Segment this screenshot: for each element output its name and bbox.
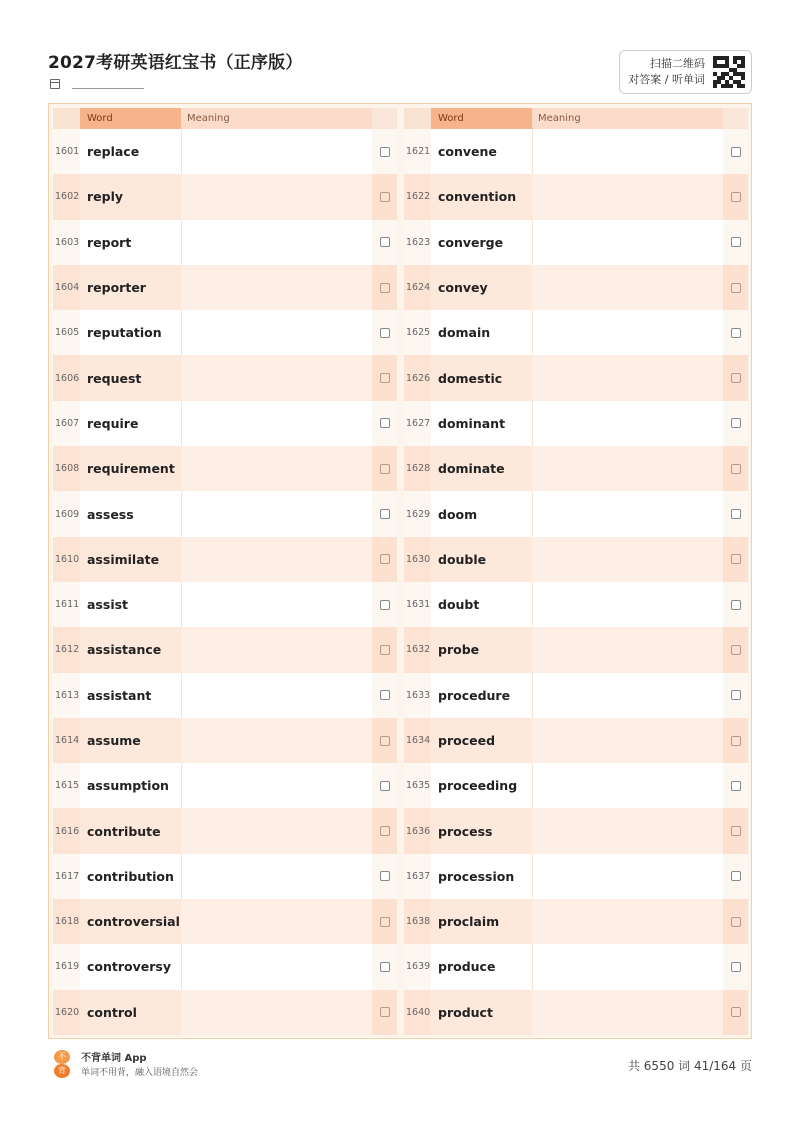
table-row [53,446,397,491]
word-number: 1624 [404,265,431,310]
word-text: convey [438,280,488,296]
word-number: 1637 [404,854,431,899]
check-cell [372,265,397,310]
word-number: 1604 [53,265,80,310]
word-number: 1618 [53,899,80,944]
table-row [53,355,397,400]
header-number-cell [53,108,80,129]
word-text: proceeding [438,778,518,794]
meaning-field[interactable] [532,944,723,989]
header-check-cell [372,108,397,129]
word-text: assume [87,733,141,748]
table-row [53,763,397,808]
word-number: 1630 [404,537,431,582]
meaning-field[interactable] [532,990,723,1035]
check-cell [723,854,748,899]
check-cell [372,446,397,491]
checkbox-icon[interactable] [380,962,390,972]
word-number: 1619 [53,944,80,989]
table-row [53,899,397,944]
word-number: 1631 [404,582,431,627]
word-text: proclaim [438,914,500,930]
date-row [50,79,144,89]
word-number: 1617 [53,854,80,899]
app-slogan: 单词不用背，融入语境自然会 [81,1068,199,1078]
checkbox-icon[interactable] [380,509,390,519]
word-number: 1638 [404,899,431,944]
meaning-field[interactable] [532,220,723,265]
checkbox-icon[interactable] [380,328,390,338]
word-number: 1633 [404,673,431,718]
checkbox-icon[interactable] [380,418,390,428]
word-number: 1602 [53,174,80,219]
checkbox-icon[interactable] [731,464,741,474]
header-check-cell [723,108,748,129]
page-title: 2027考研英语红宝书（正序版） [48,53,303,73]
table-row [404,627,748,672]
qr-code-icon[interactable] [713,56,745,88]
word-number: 1615 [53,763,80,808]
word-text: product [438,1004,493,1020]
check-cell [723,129,748,174]
check-cell [723,899,748,944]
word-column-right [404,108,748,1035]
check-cell [723,491,748,536]
meaning-field[interactable] [532,129,723,174]
table-row [53,944,397,989]
meaning-field[interactable] [532,899,723,944]
table-row [53,129,397,174]
meaning-field[interactable] [532,808,723,853]
word-number: 1612 [53,627,80,672]
table-row [404,808,748,853]
checkbox-icon[interactable] [731,418,741,428]
checkbox-icon[interactable] [380,1007,390,1017]
check-cell [372,673,397,718]
word-text: contribution [87,868,174,884]
table-row [404,537,748,582]
table-row [53,854,397,899]
table-row [53,537,397,582]
table-row [404,174,748,219]
table-row [404,718,748,763]
table-row [404,129,748,174]
word-text: reputation [87,325,162,341]
checkbox-icon[interactable] [731,509,741,519]
table-row [53,265,397,310]
table-row [53,627,397,672]
checkbox-icon[interactable] [380,826,390,836]
table-row [53,220,397,265]
table-header [404,108,748,129]
table-row [53,401,397,446]
checkbox-icon[interactable] [731,283,741,293]
word-text: dominate [438,461,505,477]
word-number: 1623 [404,220,431,265]
check-cell [723,174,748,219]
word-text: doubt [438,597,480,613]
qr-caption-line1: 扫描二维码 [650,57,705,70]
word-list-right [404,129,748,1035]
meaning-field[interactable] [181,446,372,491]
word-number: 1620 [53,990,80,1035]
check-cell [723,401,748,446]
word-number: 1611 [53,582,80,627]
logo-bottom-glyph: 背 [54,1064,70,1078]
word-text: double [438,551,487,567]
check-cell [372,537,397,582]
qr-panel[interactable] [619,50,752,94]
table-row [404,310,748,355]
meaning-field[interactable] [532,174,723,219]
table-row [404,220,748,265]
word-number: 1614 [53,718,80,763]
word-text: domestic [438,370,503,386]
app-logo-icon [54,1050,70,1078]
checkbox-icon[interactable] [731,328,741,338]
check-cell [723,265,748,310]
word-text: contribute [87,823,161,839]
check-cell [372,854,397,899]
meaning-field[interactable] [181,990,372,1035]
table-row [404,899,748,944]
word-number: 1640 [404,990,431,1035]
qr-caption [628,56,705,88]
table-row [404,990,748,1035]
meaning-field[interactable] [181,491,372,536]
word-text: controversial [87,914,180,930]
checkbox-icon[interactable] [731,192,741,202]
table-row [404,944,748,989]
check-cell [723,582,748,627]
word-number: 1629 [404,491,431,536]
meaning-field[interactable] [181,854,372,899]
header-word: Word [431,108,532,129]
word-text: control [87,1004,137,1020]
checkbox-icon[interactable] [380,645,390,655]
check-cell [372,129,397,174]
word-text: reporter [87,280,146,296]
checkbox-icon[interactable] [731,781,741,791]
word-text: dominant [438,415,506,431]
word-number: 1635 [404,763,431,808]
checkbox-icon[interactable] [380,554,390,564]
meaning-field[interactable] [181,808,372,853]
checkbox-icon[interactable] [731,917,741,927]
meaning-field[interactable] [181,174,372,219]
checkbox-icon[interactable] [731,871,741,881]
checkbox-icon[interactable] [731,373,741,383]
word-number: 1634 [404,718,431,763]
word-text: doom [438,506,478,522]
checkbox-icon[interactable] [731,1007,741,1017]
word-text: proceed [438,733,496,748]
meaning-field[interactable] [181,763,372,808]
word-text: convene [438,144,497,160]
word-number: 1622 [404,174,431,219]
calendar-icon [50,79,60,89]
meaning-field[interactable] [181,355,372,400]
meaning-field[interactable] [181,265,372,310]
checkbox-icon[interactable] [731,645,741,655]
checkbox-icon[interactable] [380,690,390,700]
word-number: 1625 [404,310,431,355]
word-number: 1632 [404,627,431,672]
word-text: convention [438,189,517,205]
checkbox-icon[interactable] [731,690,741,700]
check-cell [372,808,397,853]
word-text: converge [438,234,504,250]
check-cell [372,355,397,400]
checkbox-icon[interactable] [380,600,390,610]
checkbox-icon[interactable] [380,283,390,293]
table-row [53,310,397,355]
word-number: 1607 [53,401,80,446]
table-row [53,582,397,627]
word-number: 1606 [53,355,80,400]
meaning-field[interactable] [181,627,372,672]
table-row [404,355,748,400]
meaning-field[interactable] [532,718,723,763]
check-cell [723,673,748,718]
meaning-field[interactable] [532,355,723,400]
word-text: process [438,823,493,839]
table-header [53,108,397,129]
word-number: 1628 [404,446,431,491]
check-cell [723,220,748,265]
check-cell [372,491,397,536]
checkbox-icon[interactable] [380,373,390,383]
check-cell [723,763,748,808]
word-text: assistant [87,687,152,703]
checkbox-icon[interactable] [380,917,390,927]
check-cell [723,310,748,355]
word-number: 1621 [404,129,431,174]
meaning-field[interactable] [532,763,723,808]
word-column-left [53,108,397,1035]
meaning-field[interactable] [532,854,723,899]
check-cell [723,944,748,989]
header-word: Word [80,108,181,129]
check-cell [723,990,748,1035]
table-row [404,446,748,491]
word-number: 1608 [53,446,80,491]
word-text: reply [87,189,124,205]
date-field[interactable] [72,88,144,89]
table-row [53,174,397,219]
check-cell [372,990,397,1035]
meaning-field[interactable] [181,899,372,944]
check-cell [723,627,748,672]
meaning-field[interactable] [181,537,372,582]
checkbox-icon[interactable] [731,736,741,746]
table-row [404,854,748,899]
checkbox-icon[interactable] [380,237,390,247]
word-text: procedure [438,687,511,703]
meaning-field[interactable] [532,491,723,536]
word-number: 1601 [53,129,80,174]
check-cell [372,174,397,219]
meaning-field[interactable] [532,673,723,718]
check-cell [372,718,397,763]
checkbox-icon[interactable] [731,600,741,610]
word-text: controversy [87,959,172,975]
meaning-field[interactable] [532,265,723,310]
meaning-field[interactable] [181,718,372,763]
meaning-field[interactable] [181,582,372,627]
table-row [404,673,748,718]
word-text: requirement [87,461,175,477]
word-number: 1636 [404,808,431,853]
table-row [53,491,397,536]
app-name: 不背单词 App [81,1053,147,1064]
word-text: assistance [87,642,162,658]
meaning-field[interactable] [181,944,372,989]
meaning-field[interactable] [181,220,372,265]
check-cell [723,446,748,491]
table-row [53,673,397,718]
checkbox-icon[interactable] [731,237,741,247]
word-text: replace [87,144,140,160]
table-row [53,808,397,853]
word-text: domain [438,325,491,341]
page-footer [48,1048,752,1080]
check-cell [723,355,748,400]
table-row [53,718,397,763]
table-row [53,990,397,1035]
meaning-field[interactable] [532,627,723,672]
checkbox-icon[interactable] [380,871,390,881]
table-row [404,265,748,310]
check-cell [723,718,748,763]
logo-top-glyph: 不 [54,1050,70,1064]
word-number: 1610 [53,537,80,582]
meaning-field[interactable] [532,582,723,627]
check-cell [372,763,397,808]
check-cell [372,627,397,672]
word-text: require [87,415,139,431]
checkbox-icon[interactable] [380,736,390,746]
meaning-field[interactable] [181,401,372,446]
check-cell [372,310,397,355]
word-number: 1627 [404,401,431,446]
check-cell [372,220,397,265]
meaning-field[interactable] [532,446,723,491]
table-row [404,401,748,446]
check-cell [372,899,397,944]
page-header [48,48,752,100]
word-text: assess [87,506,134,522]
check-cell [723,808,748,853]
page-info: 共 6550 词 41/164 页 [627,1059,752,1073]
meaning-field[interactable] [532,310,723,355]
word-number: 1626 [404,355,431,400]
word-text: assimilate [87,551,160,567]
word-number: 1639 [404,944,431,989]
word-number: 1603 [53,220,80,265]
checkbox-icon[interactable] [731,147,741,157]
word-number: 1609 [53,491,80,536]
meaning-field[interactable] [532,401,723,446]
word-text: assist [87,597,129,613]
word-number: 1605 [53,310,80,355]
word-text: probe [438,642,480,658]
word-number: 1613 [53,673,80,718]
table-row [404,763,748,808]
checkbox-icon[interactable] [380,147,390,157]
meaning-field[interactable] [532,537,723,582]
checkbox-icon[interactable] [380,464,390,474]
header-number-cell [404,108,431,129]
word-table-frame [48,103,752,1039]
checkbox-icon[interactable] [731,554,741,564]
check-cell [723,537,748,582]
check-cell [372,944,397,989]
meaning-field[interactable] [181,310,372,355]
table-row [404,582,748,627]
meaning-field[interactable] [181,129,372,174]
checkbox-icon[interactable] [380,781,390,791]
qr-caption-line2: 对答案 / 听单词 [628,73,705,86]
header-meaning: Meaning [532,108,723,129]
check-cell [372,582,397,627]
table-row [404,491,748,536]
checkbox-icon[interactable] [731,962,741,972]
word-text: assumption [87,778,169,794]
header-meaning: Meaning [181,108,372,129]
word-text: produce [438,959,496,975]
word-number: 1616 [53,808,80,853]
meaning-field[interactable] [181,673,372,718]
word-text: procession [438,868,515,884]
checkbox-icon[interactable] [731,826,741,836]
word-text: request [87,370,142,386]
word-list-left [53,129,397,1035]
checkbox-icon[interactable] [380,192,390,202]
check-cell [372,401,397,446]
word-text: report [87,234,132,250]
